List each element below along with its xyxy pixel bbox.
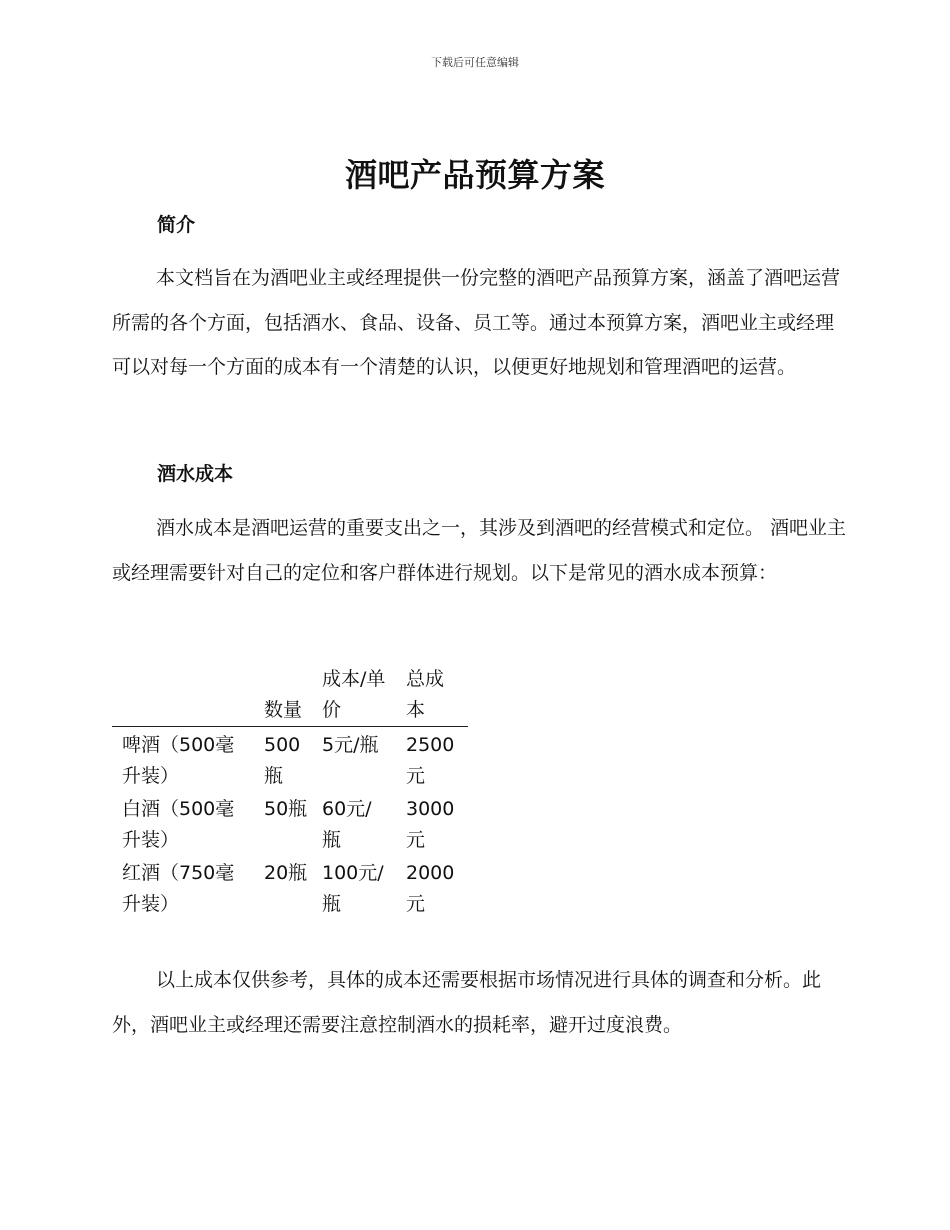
table-cell-unit-cost: 100元/瓶 [322, 862, 384, 915]
table-cell-item: 啤酒（500毫升装） [122, 734, 235, 787]
table-cell-total-cost: 2500元 [406, 734, 455, 787]
table-row [112, 727, 468, 792]
drink-cost-paragraph: 酒水成本是酒吧运营的重要支出之一，其涉及到酒吧的经营模式和定位。 酒吧业主或经理需要针对自己的定位和客户群体进行规划。以下是常见的酒水成本预算： [112, 517, 847, 584]
table-cell-total-cost: 2000元 [406, 862, 455, 915]
table-header-row [112, 664, 468, 727]
table-cell-item: 白酒（500毫升装） [122, 798, 235, 851]
intro-paragraph: 本文档旨在为酒吧业主或经理提供一份完整的酒吧产品预算方案，涵盖了酒吧运营所需的各个方面，包括酒水、食品、设备、员工等。通过本预算方案，酒吧业主或经理可以对每一个方面的成本有一个清楚的认识，以便更好地规划和管理酒吧的运营。 [112, 267, 841, 378]
closing-paragraph: 以上成本仅供参考，具体的成本还需要根据市场情况进行具体的调查和分析。此外，酒吧业主或经理还需要注意控制酒水的损耗率，避开过度浪费。 [112, 969, 822, 1036]
table-cell-unit-cost: 60元/瓶 [322, 798, 372, 851]
table-header-quantity: 数量 [264, 698, 303, 721]
section-heading-drink-cost: 酒水成本 [157, 463, 234, 485]
table-cell-unit-cost: 5元/瓶 [322, 734, 379, 756]
table-header-item [112, 664, 264, 727]
table-cell-quantity: 500瓶 [264, 734, 301, 787]
header-note: 下载后可任意编辑 [431, 56, 519, 69]
table-cell-quantity: 50瓶 [264, 798, 308, 820]
drink-cost-table [112, 664, 468, 919]
table-cell-quantity: 20瓶 [264, 862, 308, 884]
table-cell-total-cost: 3000元 [406, 798, 455, 851]
table-header-unit-cost: 成本/单价 [322, 668, 386, 721]
table-row [112, 855, 468, 919]
table-cell-item: 红酒（750毫升装） [122, 862, 235, 915]
table-header-total-cost: 总成本 [406, 668, 445, 721]
section-heading-intro: 简介 [157, 214, 196, 236]
table-row [112, 791, 468, 855]
document-title: 酒吧产品预算方案 [344, 156, 605, 194]
